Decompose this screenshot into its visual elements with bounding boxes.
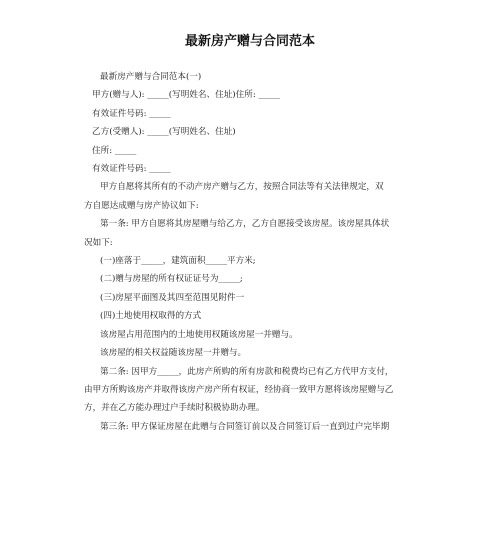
article-three-line: 第三条: 甲方保证房屋在此赠与合同签订前以及合同签订后一直到过户完毕期 [100, 421, 390, 432]
contract-body [84, 68, 420, 436]
article-one-line: 第一条: 甲方自愿将其房屋赠与给乙方，乙方自愿接受该房屋。该房屋具体状 [100, 219, 390, 230]
clause-item: (四)土地使用权取得的方式 [100, 311, 202, 322]
party-a-line: 甲方(赠与人): _____(写明姓名、住址)住所: _____ [92, 90, 280, 101]
party-b-address-line: 住所: _____ [92, 145, 137, 156]
contract-subtitle: 最新房产赠与合同范本(一) [100, 72, 202, 82]
preamble-line: 方自愿达成赠与房产协议如下: [84, 200, 199, 211]
clause-item: (二)赠与房屋的所有权证证号为_____; [100, 274, 243, 285]
preamble-line: 甲方自愿将其所有的不动产房产赠与乙方，按照合同法等有关法律规定，双 [100, 182, 384, 193]
party-b-id-line: 有效证件号码: _____ [92, 164, 171, 175]
article-two-line: 由甲方所购该房产并取得该房产房产所有权证，经协商一致甲方愿将该房屋赠与乙 [84, 384, 394, 395]
document-title: 最新房产赠与合同范本 [184, 34, 315, 49]
clause-item: 该房屋占用范围内的土地使用权随该房屋一并赠与。 [100, 329, 298, 340]
party-b-line: 乙方(受赠人): _____(写明姓名、住址) [92, 127, 236, 138]
clause-item: 该房屋的相关权益随该房屋一并赠与。 [100, 348, 247, 359]
clause-item: (一)座落于_____，建筑面积_____平方米; [100, 256, 256, 267]
clause-item: (三)房屋平面图及其四至范围见附件一 [100, 292, 245, 303]
party-a-id-line: 有效证件号码: _____ [92, 108, 171, 119]
article-two-line: 第二条: 因甲方_____，此房产所购的所有房款和税费均已有乙方代甲方支付， [100, 366, 394, 377]
article-two-line: 方，并在乙方能办理过户手续时积极协助办理。 [84, 403, 265, 414]
article-one-line: 况如下: [84, 237, 113, 248]
